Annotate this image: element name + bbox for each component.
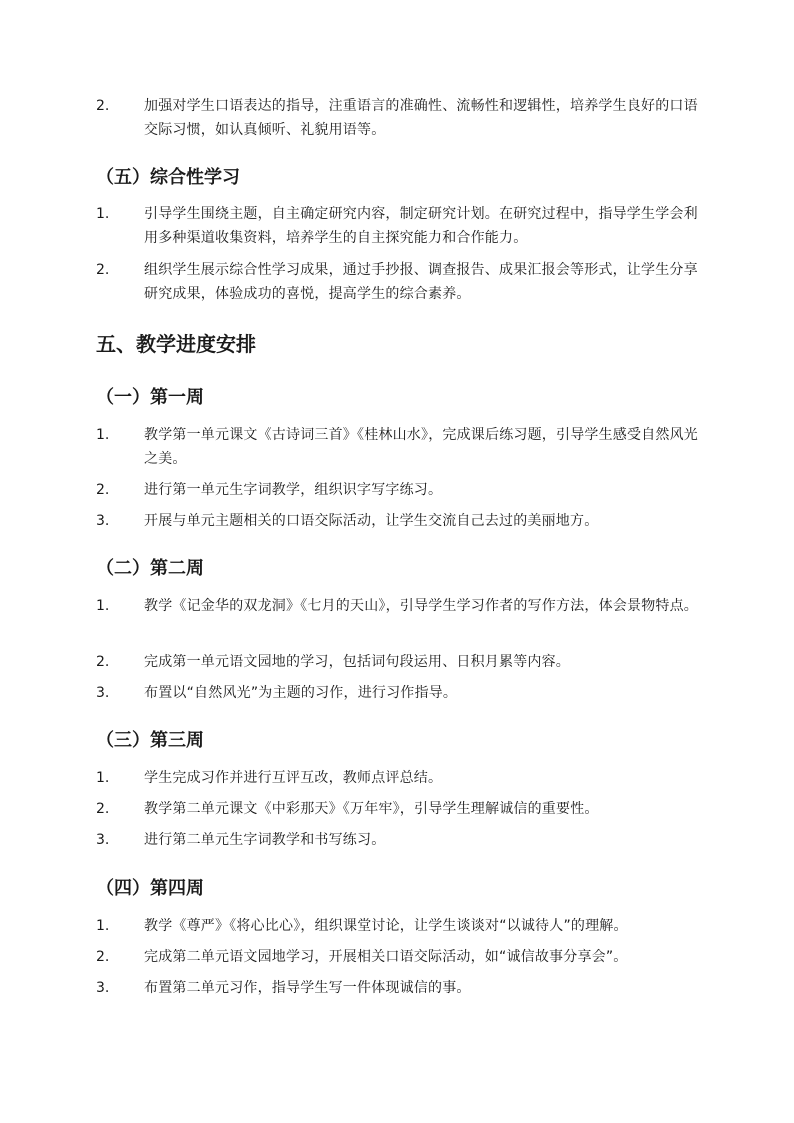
list-item [96,258,706,306]
subheading-week-2: （二）第二周 [96,558,204,579]
list-number: 3. [96,980,110,996]
list-item [96,945,706,969]
list-number: 2. [96,801,110,817]
list-text: 教学《尊严》《将心比心》，组织课堂讨论，让学生谈谈对“以诚待人”的理解。 [144,918,628,934]
section-heading-schedule: 五、教学进度安排 [96,332,256,356]
subheading-week-1: （一）第一周 [96,387,204,408]
list-number: 2. [96,262,110,278]
list-number: 3. [96,513,110,529]
list-item [96,650,706,674]
list-item [96,797,706,821]
list-text: 教学第一单元课文《古诗词三首》《桂林山水》，完成课后练习题，引导学生感受自然风光之美。 [144,427,698,467]
list-item [96,594,706,618]
list-text: 引导学生围绕主题，自主确定研究内容，制定研究计划。在研究过程中，指导学生学会利用多种渠道收集资料，培养学生的自主探究能力和合作能力。 [144,206,698,246]
list-number: 2. [96,654,110,670]
list-item [96,681,706,705]
list-number: 3. [96,685,110,701]
list-number: 1. [96,598,110,614]
list-text: 教学《记金华的双龙洞》《七月的天山》，引导学生学习作者的写作方法，体会景物特点。 [144,598,698,614]
list-item [96,766,706,790]
list-item [96,423,706,471]
list-number: 1. [96,770,110,786]
list-text: 进行第二单元生字词教学和书写练习。 [144,832,386,848]
list-item [96,478,706,502]
subheading-week-3: （三）第三周 [96,730,204,751]
list-number: 2. [96,482,110,498]
list-text: 布置以“自然风光”为主题的习作，进行习作指导。 [144,685,458,701]
list-text: 组织学生展示综合性学习成果，通过手抄报、调查报告、成果汇报会等形式，让学生分享研究成果，体验成功的喜悦，提高学生的综合素养。 [144,262,698,302]
list-number: 2. [96,949,110,965]
list-item [96,509,706,533]
list-text: 教学第二单元课文《中彩那天》《万年牢》，引导学生理解诚信的重要性。 [144,801,599,817]
list-text: 布置第二单元习作，指导学生写一件体现诚信的事。 [144,980,471,996]
list-item [96,94,706,142]
list-number: 3. [96,832,110,848]
list-item [96,914,706,938]
list-number: 2. [96,98,110,114]
list-number: 1. [96,427,110,443]
list-text: 开展与单元主题相关的口语交际活动，让学生交流自己去过的美丽地方。 [144,513,599,529]
list-item [96,976,706,1000]
list-item [96,828,706,852]
subheading-comprehensive-learning: （五）综合性学习 [96,167,240,188]
list-text: 学生完成习作并进行互评互改，教师点评总结。 [144,770,443,786]
list-text: 进行第一单元生字词教学，组织识字写字练习。 [144,482,443,498]
subheading-week-4: （四）第四周 [96,878,204,899]
list-text: 完成第二单元语文园地学习，开展相关口语交际活动，如“诚信故事分享会”。 [144,949,628,965]
list-number: 1. [96,206,110,222]
list-text: 完成第一单元语文园地的学习，包括词句段运用、日积月累等内容。 [144,654,570,670]
list-item [96,202,706,250]
list-text: 加强对学生口语表达的指导，注重语言的准确性、流畅性和逻辑性，培养学生良好的口语交际习惯，如认真倾听、礼貌用语等。 [144,98,698,138]
list-number: 1. [96,918,110,934]
